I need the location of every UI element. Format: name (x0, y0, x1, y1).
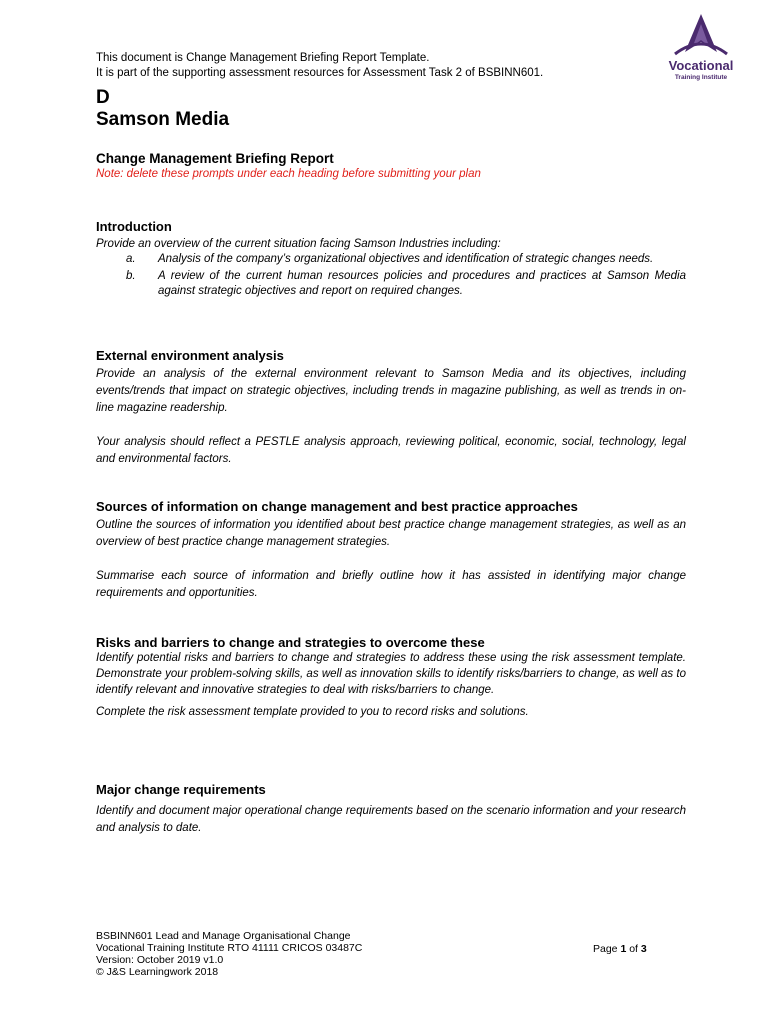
section-paragraph: Identify potential risks and barriers to change and strategies to address these using the risk assessment template. Demonstrate your problem-solving skills, as well as innovation skills to identify risks/barriers to change, as well as to identify relevant and innovative strategies to deal with risks/barriers to change. (96, 652, 686, 696)
footer-line: Version: October 2019 v1.0 (96, 954, 224, 966)
section-heading: Risks and barriers to change and strategies to overcome these (96, 635, 485, 650)
page-total: 3 (640, 943, 647, 955)
section-paragraph: Complete the risk assessment template provided to you to record risks and solutions. (96, 706, 529, 718)
section-heading: Introduction (96, 219, 172, 234)
vocational-logo (661, 12, 741, 82)
section-risks (96, 635, 686, 721)
section-text: Provide an overview of the current situation facing Samson Industries including: (96, 238, 501, 250)
list-text: Analysis of the company’s organizational objectives and identification of strategic changes needs. (158, 253, 654, 265)
section-paragraph: Provide an analysis of the external environment relevant to Samson Media and its objectives, including events/trends that impact on strategic objectives, including trends in magazine publishing, as well as trends in on-line magazine readership. (96, 368, 686, 414)
logo-subtext: Training Institute (674, 74, 728, 81)
footer-line: Vocational Training Institute RTO 41111 CRICOS 03487C (96, 942, 363, 954)
list-item (96, 252, 686, 267)
logo-mark-icon (661, 12, 741, 60)
section-major-change (96, 782, 686, 837)
section-paragraph: Your analysis should reflect a PESTLE analysis approach, reviewing political, economic, social, technology, legal and environmental factors. (96, 436, 686, 465)
document-letter: D (96, 87, 110, 108)
section-sources (96, 499, 686, 602)
section-paragraph: Outline the sources of information you identified about best practice change management strategies, as well as an overview of best practice change management strategies. (96, 519, 686, 548)
footer (96, 930, 362, 978)
list-marker: a. (126, 253, 136, 265)
section-external-environment (96, 348, 686, 468)
section-introduction (96, 219, 686, 299)
list-text: A review of the current human resources policies and procedures and practices at Samson Media against strategic objectives and report on required changes. (158, 270, 686, 297)
company-name: Samson Media (96, 109, 230, 130)
section-heading: External environment analysis (96, 348, 284, 363)
list-marker: b. (126, 270, 136, 282)
page-label: Page (593, 943, 618, 955)
page-of: of (629, 943, 638, 955)
footer-line: © J&S Learningwork 2018 (96, 966, 219, 978)
section-paragraph: Summarise each source of information and briefly outline how it has assisted in identifying major change requirements and opportunities. (96, 570, 686, 599)
logo-text: Vocational (668, 58, 734, 73)
section-paragraph: Identify and document major operational change requirements based on the scenario information and your research and analysis to date. (96, 805, 686, 834)
header-line-2: It is part of the supporting assessment resources for Assessment Task 2 of BSBINN601. (96, 67, 544, 79)
section-heading: Major change requirements (96, 782, 266, 797)
instruction-note: Note: delete these prompts under each heading before submitting your plan (96, 168, 481, 180)
footer-line: BSBINN601 Lead and Manage Organisational Change (96, 930, 351, 942)
section-heading: Sources of information on change management and best practice approaches (96, 499, 578, 514)
list-item (96, 269, 686, 299)
page-current: 1 (620, 943, 627, 955)
page-number (593, 943, 647, 955)
report-title: Change Management Briefing Report (96, 151, 334, 166)
header-line-1: This document is Change Management Briefing Report Template. (96, 52, 430, 64)
